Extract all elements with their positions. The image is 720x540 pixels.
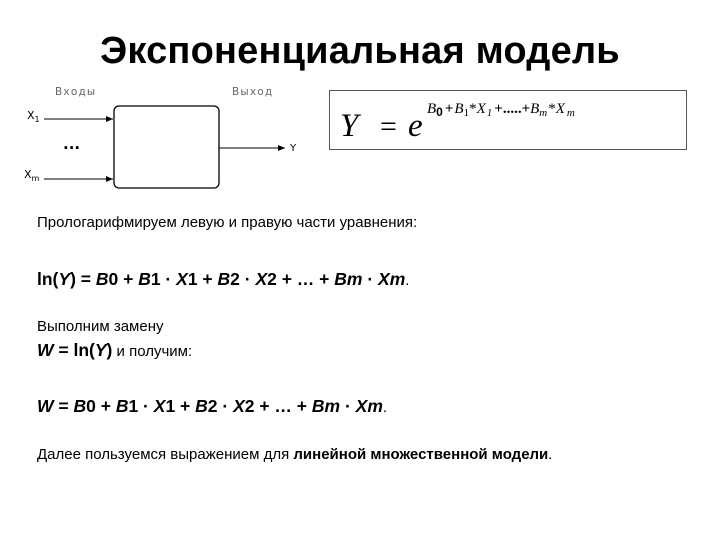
output-label: Выход [232,86,274,98]
page-title: Экспоненциальная модель [100,30,620,72]
exponential-formula [330,91,686,149]
xm-label: $X_m$ [24,168,40,183]
linear-model-emphasis: линейной множественной модели [293,446,549,463]
formula-eq: = [380,110,397,143]
formula-exponent: $B_0 +B_1*X_1 +.....+B_m*X$ $_m$ [427,101,575,119]
inputs-ellipsis: ... [63,135,81,153]
x1-label: $X_1$ [27,109,40,124]
y-label: Y [290,143,297,154]
log-equation: ln(Y) = B0 + B1 · X1 + B2 · X2 + … + Bm · Xm. [37,269,410,289]
linear-equation: W = B0 + B1 · X1 + B2 · X2 + … + Bm · Xm. [37,396,388,416]
w-definition: W = ln(Y) и получим: [37,340,193,360]
formula-box [329,90,687,150]
model-box [114,106,219,188]
inputs-label: Входы [55,86,97,98]
model-diagram [0,80,320,200]
substitution-text: Выполним замену [37,318,164,335]
formula-lhs: Y [340,108,359,144]
intro-text: Прологарифмируем левую и правую части уравнения: [37,214,418,231]
conclusion-text: Далее пользуемся выражением для линейной множественной модели. [37,446,553,463]
formula-base: e [408,108,423,144]
